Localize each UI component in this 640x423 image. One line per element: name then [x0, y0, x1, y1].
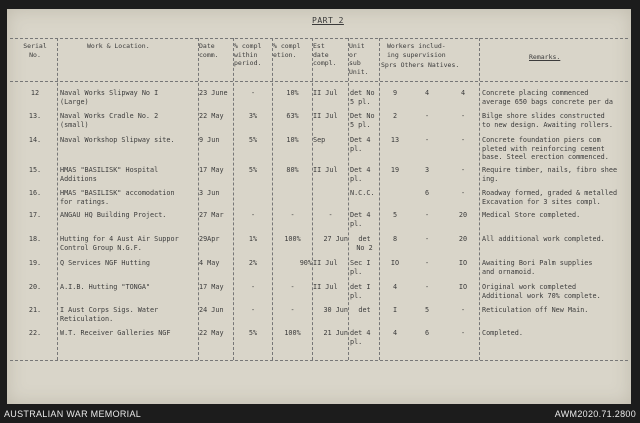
remarks-cell: Reticulation off New Main. — [482, 306, 589, 314]
others-cell: - — [424, 112, 430, 120]
archive-reference: AWM2020.71.2800 — [554, 409, 636, 419]
natives-cell: 20 — [458, 211, 468, 219]
header-work: Work & Location. — [87, 42, 150, 50]
table-header-rule — [10, 81, 628, 82]
header-workers: Workers includ- ing supervision — [387, 42, 446, 59]
work-cell: A.I.B. Hutting "TONGA" — [60, 283, 151, 291]
remarks-cell: All additional work completed. — [482, 235, 605, 243]
column-divider — [379, 38, 380, 360]
natives-cell: - — [460, 306, 466, 314]
period-cell: 5% — [248, 166, 258, 174]
header-pct-period: % compl within period. — [234, 42, 262, 67]
unit-cell: det No 5 pl. — [350, 89, 375, 106]
sprs-cell: 5 — [392, 211, 398, 219]
remarks-cell: Concrete placing commenced average 650 bags concrete per da — [482, 89, 613, 106]
sprs-cell: 4 — [392, 283, 398, 291]
unit-cell: Det 4 pl. — [350, 136, 371, 153]
remarks-cell: Bilge shore slides constructed to new design. Awaiting rollers. — [482, 112, 613, 129]
column-divider — [479, 38, 480, 360]
archive-credit: AUSTRALIAN WAR MEMORIAL — [4, 409, 142, 419]
serial-cell: 12 — [30, 89, 40, 97]
serial-cell: 19. — [28, 259, 42, 267]
period-cell: 1% — [248, 235, 258, 243]
remarks-cell: Completed. — [482, 329, 523, 337]
compl-cell: - — [290, 283, 295, 291]
others-cell: 6 — [424, 329, 430, 337]
sprs-cell: 8 — [392, 235, 398, 243]
column-divider — [57, 38, 58, 360]
date-cell: 22 May — [199, 112, 224, 120]
period-cell: 2% — [248, 259, 258, 267]
header-serial: Serial No. — [23, 42, 47, 59]
natives-cell: - — [460, 189, 466, 197]
work-cell: Naval Works Slipway No I (Large) — [60, 89, 159, 106]
est-cell: II Jul — [313, 166, 338, 174]
compl-cell: 100% — [284, 235, 301, 243]
work-cell: W.T. Receiver Galleries NGF — [60, 329, 171, 337]
compl-cell: 10% — [286, 89, 299, 97]
date-cell: 9 Jun — [199, 136, 220, 144]
est-cell: II Jul — [313, 283, 338, 291]
header-workers-sub: Sprs Others Natives. — [381, 61, 460, 69]
remarks-cell: Roadway formed, graded & metalled Excavation for 3 sites compl. — [482, 189, 618, 206]
serial-cell: 13. — [28, 112, 42, 120]
unit-cell: Det 4 pl. — [350, 211, 371, 228]
remarks-cell: Awaiting Bori Palm supplies and ornamoid. — [482, 259, 593, 276]
natives-cell: 20 — [458, 235, 468, 243]
document-page — [7, 9, 631, 404]
serial-cell: 15. — [28, 166, 42, 174]
work-cell: Naval Workshop Slipway site. — [60, 136, 175, 144]
work-cell: I Aust Corps Sigs. Water Reticulation. — [60, 306, 159, 323]
others-cell: 6 — [424, 189, 430, 197]
period-cell: 5% — [248, 329, 258, 337]
compl-cell: 63% — [286, 112, 299, 120]
unit-cell: det No 2 — [356, 235, 373, 252]
sprs-cell: IO — [390, 259, 400, 267]
period-cell: - — [250, 89, 256, 97]
compl-cell: 90% — [299, 259, 312, 267]
others-cell: 3 — [424, 166, 430, 174]
sprs-cell: 9 — [392, 89, 398, 97]
column-divider — [348, 38, 349, 360]
date-cell: 27 Mar — [199, 211, 224, 219]
others-cell: 4 — [424, 89, 430, 97]
est-cell: 27 Jun — [323, 235, 348, 243]
unit-cell: det — [358, 306, 371, 314]
unit-cell: N.C.C. — [350, 189, 375, 197]
date-cell: 22 May — [199, 329, 224, 337]
header-remarks: Remarks. — [529, 53, 561, 61]
others-cell: 5 — [424, 306, 430, 314]
serial-cell: 16. — [28, 189, 42, 197]
unit-cell: det I pl. — [350, 283, 371, 300]
natives-cell: IO — [458, 283, 468, 291]
serial-cell: 14. — [28, 136, 42, 144]
header-unit: Unit or sub Unit. — [349, 42, 369, 76]
remarks-cell: Original work completed Additional work 70% complete. — [482, 283, 601, 300]
serial-cell: 20. — [28, 283, 42, 291]
est-cell: II Jul — [313, 112, 338, 120]
date-cell: 17 May — [199, 283, 224, 291]
natives-cell: - — [460, 112, 466, 120]
table-top-rule — [10, 38, 628, 39]
est-cell: - — [328, 211, 333, 219]
others-cell: - — [424, 283, 430, 291]
remarks-cell: Medical Store completed. — [482, 211, 581, 219]
period-cell: 3% — [248, 112, 258, 120]
serial-cell: 21. — [28, 306, 42, 314]
natives-cell: - — [460, 136, 466, 144]
est-cell: 21 Jun — [323, 329, 348, 337]
period-cell: - — [250, 211, 256, 219]
others-cell: - — [424, 136, 430, 144]
serial-cell: 18. — [28, 235, 42, 243]
natives-cell: IO — [458, 259, 468, 267]
period-cell: 5% — [248, 136, 258, 144]
sprs-cell: 19 — [390, 166, 400, 174]
page-title: PART 2 — [312, 16, 344, 25]
sprs-cell: 2 — [392, 112, 398, 120]
header-date-comm: Date comm. — [199, 42, 219, 59]
date-cell: 4 May — [199, 259, 220, 267]
est-cell: II Jul — [313, 89, 338, 97]
date-cell: 24 Jun — [199, 306, 224, 314]
work-cell: HMAS "BASILISK" accomodation for ratings. — [60, 189, 175, 206]
compl-cell: - — [290, 211, 295, 219]
compl-cell: - — [290, 306, 295, 314]
period-cell: - — [250, 283, 256, 291]
header-pct-compl: % compl etion. — [273, 42, 301, 59]
est-cell: Sep — [313, 136, 326, 144]
unit-cell: det 4 pl. — [350, 329, 371, 346]
others-cell: - — [424, 259, 430, 267]
sprs-cell: 13 — [390, 136, 400, 144]
remarks-cell: Require timber, nails, fibro shee ing. — [482, 166, 618, 183]
unit-cell: Sec I pl. — [350, 259, 371, 276]
table-bottom-rule — [10, 360, 628, 361]
compl-cell: 80% — [286, 166, 299, 174]
work-cell: Hutting for 4 Aust Air Suppor Control Group N.G.F. — [60, 235, 179, 252]
natives-cell: - — [460, 329, 466, 337]
unit-cell: Det 4 pl. — [350, 166, 371, 183]
date-cell: 29Apr — [199, 235, 220, 243]
others-cell: - — [424, 211, 430, 219]
compl-cell: 100% — [284, 329, 301, 337]
others-cell: - — [424, 235, 430, 243]
est-cell: 30 Jun — [323, 306, 348, 314]
work-cell: ANGAU HQ Building Project. — [60, 211, 167, 219]
sprs-cell: I — [392, 306, 398, 314]
serial-cell: 22. — [28, 329, 42, 337]
period-cell: - — [250, 306, 256, 314]
remarks-cell: Concrete foundation piers com pleted with reinforcing cement base. Steel erection commenced. — [482, 136, 609, 162]
natives-cell: 4 — [460, 89, 466, 97]
est-cell: II Jul — [313, 259, 338, 267]
natives-cell: - — [460, 166, 466, 174]
work-cell: HMAS "BASILISK" Hospital Additions — [60, 166, 159, 183]
work-cell: Naval Works Cradle No. 2 (small) — [60, 112, 159, 129]
date-cell: 17 May — [199, 166, 224, 174]
date-cell: 23 June — [199, 89, 228, 97]
date-cell: 3 Jun — [199, 189, 220, 197]
unit-cell: Det No 5 pl. — [350, 112, 375, 129]
serial-cell: 17. — [28, 211, 42, 219]
compl-cell: 10% — [286, 136, 299, 144]
header-est-date: Est date compl. — [313, 42, 337, 67]
sprs-cell: 4 — [392, 329, 398, 337]
work-cell: Q Services NGF Hutting — [60, 259, 151, 267]
